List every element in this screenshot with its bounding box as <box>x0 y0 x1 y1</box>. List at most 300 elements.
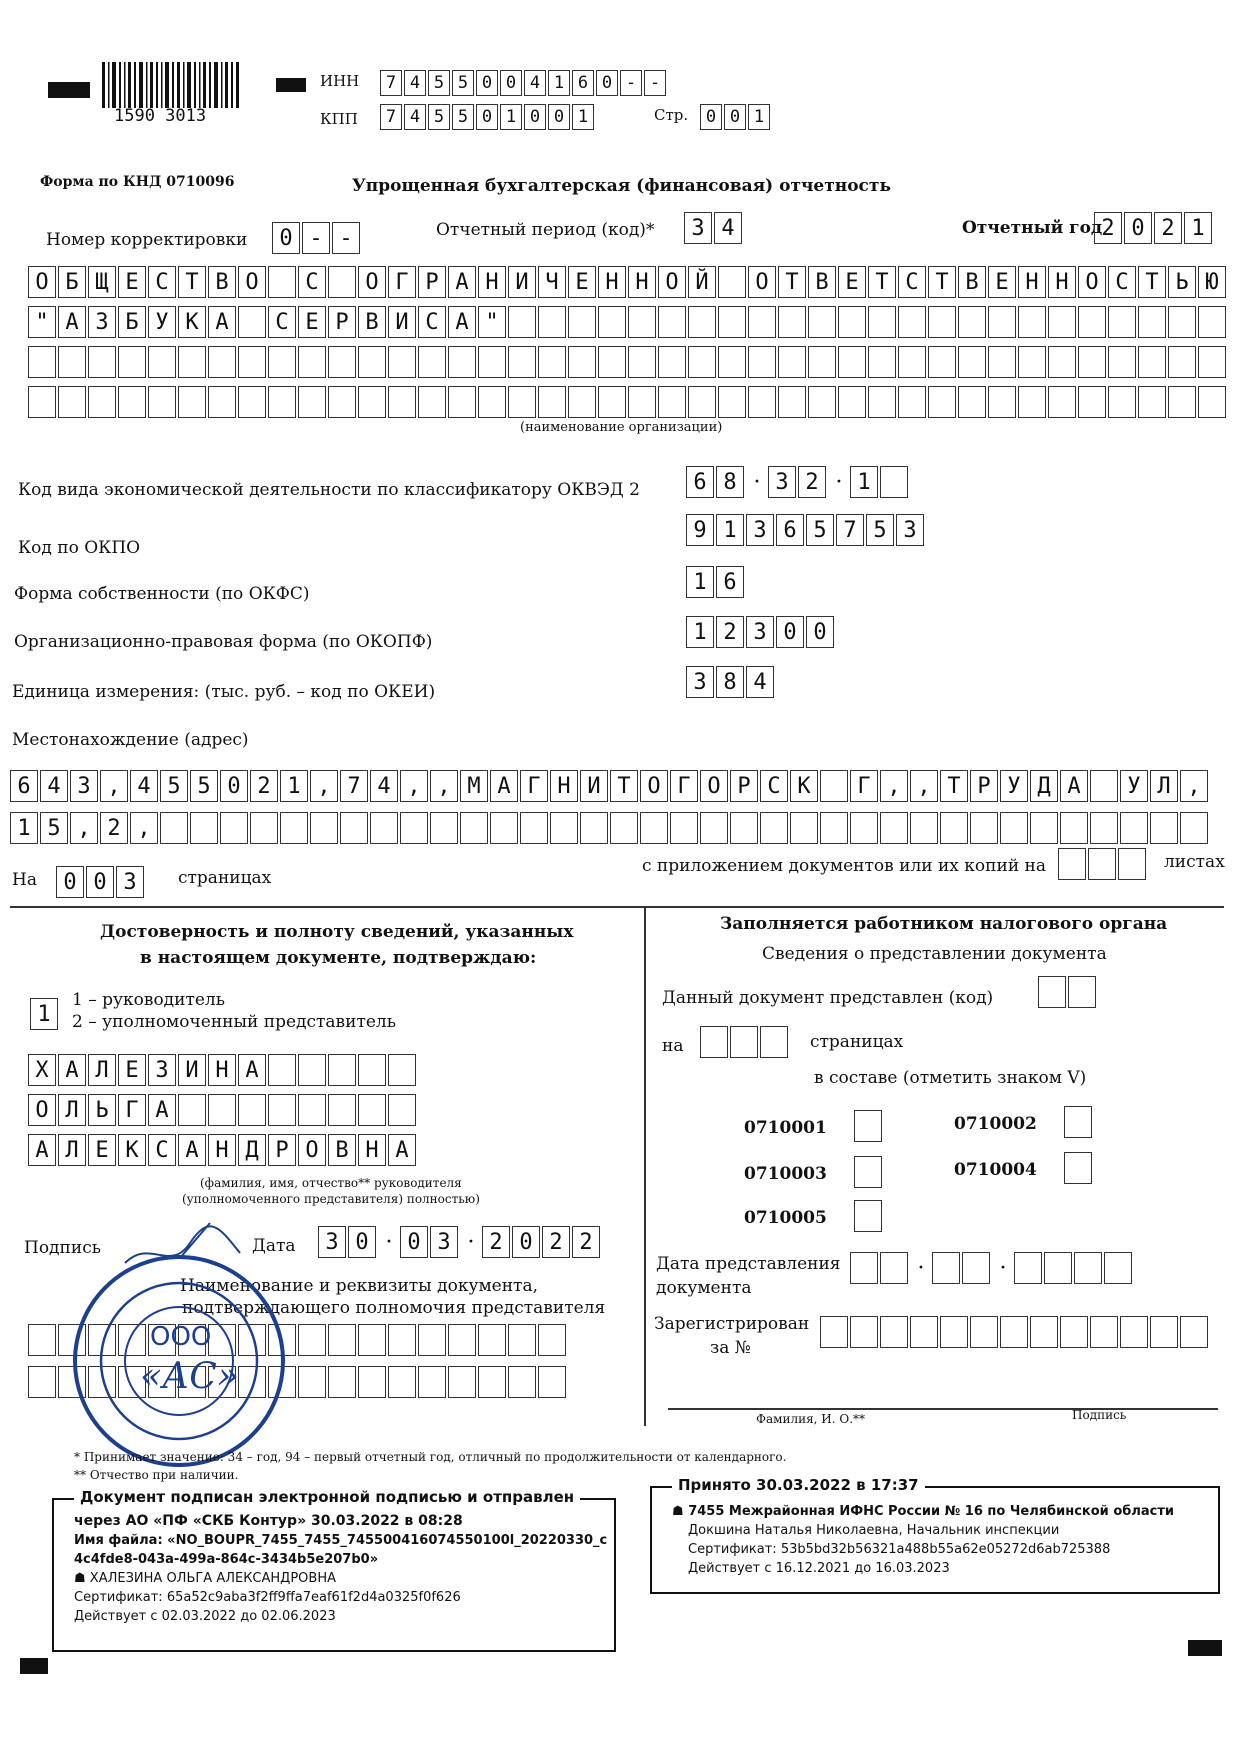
attach-cell[interactable] <box>1088 848 1116 880</box>
address-cell[interactable] <box>1150 812 1178 844</box>
address-cell[interactable]: Л <box>1150 770 1178 802</box>
patronymic-cell[interactable]: К <box>118 1134 146 1166</box>
org-name-cell[interactable] <box>478 346 506 378</box>
registration-cell[interactable] <box>820 1316 848 1348</box>
org-name-cell[interactable] <box>988 306 1016 338</box>
correction-cell[interactable]: - <box>332 222 360 254</box>
org-name-cell[interactable] <box>1018 386 1046 418</box>
address-cell[interactable] <box>1030 812 1058 844</box>
attach-cell[interactable] <box>1118 848 1146 880</box>
address-cell[interactable] <box>700 812 728 844</box>
okpo-cell[interactable]: 3 <box>746 514 774 546</box>
doc-cell[interactable] <box>28 1324 56 1356</box>
org-name-cell[interactable]: С <box>268 306 296 338</box>
kpp-cell[interactable]: 4 <box>404 104 426 130</box>
org-name-cell[interactable] <box>448 346 476 378</box>
org-name-cell[interactable]: " <box>28 306 56 338</box>
org-name-cell[interactable]: Б <box>118 306 146 338</box>
org-name-cell[interactable] <box>688 386 716 418</box>
org-name-cell[interactable] <box>328 386 356 418</box>
address-cell[interactable]: 4 <box>130 770 158 802</box>
org-name-cell[interactable] <box>58 346 86 378</box>
address-cell[interactable]: , <box>70 812 98 844</box>
surname-cell[interactable]: Л <box>88 1054 116 1086</box>
address-cell[interactable]: А <box>1060 770 1088 802</box>
org-name-cell[interactable] <box>958 346 986 378</box>
org-name-cell[interactable]: О <box>238 266 266 298</box>
date-year-cell[interactable]: 2 <box>542 1226 570 1258</box>
inn-cell[interactable]: 4 <box>524 70 546 96</box>
address-cell[interactable] <box>340 812 368 844</box>
sub-month-cell[interactable] <box>932 1252 960 1284</box>
page-cell[interactable]: 1 <box>748 104 770 130</box>
org-name-cell[interactable]: Р <box>418 266 446 298</box>
right-pages-cell[interactable] <box>730 1026 758 1058</box>
address-cell[interactable] <box>640 812 668 844</box>
okpo-cell[interactable]: 7 <box>836 514 864 546</box>
org-name-cell[interactable] <box>1168 346 1196 378</box>
org-name-cell[interactable]: Н <box>598 266 626 298</box>
registration-cell[interactable] <box>1000 1316 1028 1348</box>
registration-cell[interactable] <box>970 1316 998 1348</box>
org-name-cell[interactable] <box>838 306 866 338</box>
address-cell[interactable] <box>760 812 788 844</box>
address-cell[interactable]: Т <box>940 770 968 802</box>
org-name-cell[interactable] <box>928 306 956 338</box>
sub-day-cell[interactable] <box>850 1252 878 1284</box>
inn-cell[interactable]: 0 <box>596 70 618 96</box>
address-cell[interactable] <box>850 812 878 844</box>
org-name-cell[interactable] <box>658 346 686 378</box>
period-cell[interactable]: 4 <box>714 212 742 244</box>
doc-cell[interactable] <box>388 1366 416 1398</box>
doc-cell[interactable] <box>448 1324 476 1356</box>
address-cell[interactable] <box>1120 812 1148 844</box>
address-cell[interactable] <box>880 812 908 844</box>
okpo-cell[interactable]: 3 <box>896 514 924 546</box>
inn-cell[interactable]: 6 <box>572 70 594 96</box>
org-name-cell[interactable] <box>568 306 596 338</box>
inn-cell[interactable]: 1 <box>548 70 570 96</box>
inn-cell[interactable]: - <box>620 70 642 96</box>
org-name-cell[interactable]: О <box>358 266 386 298</box>
firstname-cell[interactable]: Г <box>118 1094 146 1126</box>
org-name-cell[interactable]: И <box>508 266 536 298</box>
org-name-cell[interactable] <box>718 386 746 418</box>
org-name-cell[interactable]: В <box>208 266 236 298</box>
correction-cell[interactable]: 0 <box>272 222 300 254</box>
address-cell[interactable]: , <box>1180 770 1208 802</box>
right-pages-cell[interactable] <box>760 1026 788 1058</box>
org-name-cell[interactable] <box>1168 386 1196 418</box>
address-cell[interactable]: Г <box>670 770 698 802</box>
org-name-cell[interactable]: А <box>448 306 476 338</box>
org-name-cell[interactable] <box>838 346 866 378</box>
address-cell[interactable]: Р <box>970 770 998 802</box>
org-name-cell[interactable] <box>178 346 206 378</box>
okei-cell[interactable]: 8 <box>716 666 744 698</box>
firstname-cell[interactable] <box>178 1094 206 1126</box>
doc-cell[interactable] <box>298 1366 326 1398</box>
address-cell[interactable]: К <box>790 770 818 802</box>
org-name-cell[interactable] <box>508 386 536 418</box>
org-name-cell[interactable]: Т <box>178 266 206 298</box>
org-name-cell[interactable]: С <box>898 266 926 298</box>
org-name-cell[interactable] <box>868 346 896 378</box>
org-name-cell[interactable] <box>1108 306 1136 338</box>
org-name-cell[interactable] <box>628 306 656 338</box>
org-name-cell[interactable]: Н <box>478 266 506 298</box>
org-name-cell[interactable]: Е <box>838 266 866 298</box>
sub-year-cell[interactable] <box>1044 1252 1072 1284</box>
address-cell[interactable]: У <box>1000 770 1028 802</box>
okopf-cell[interactable]: 0 <box>806 616 834 648</box>
org-name-cell[interactable]: О <box>28 266 56 298</box>
surname-cell[interactable]: Х <box>28 1054 56 1086</box>
address-cell[interactable] <box>370 812 398 844</box>
okei-cell[interactable]: 3 <box>686 666 714 698</box>
surname-cell[interactable]: З <box>148 1054 176 1086</box>
okopf-cell[interactable]: 0 <box>776 616 804 648</box>
inn-cell[interactable]: 5 <box>428 70 450 96</box>
inn-cell[interactable]: 0 <box>476 70 498 96</box>
org-name-cell[interactable] <box>778 346 806 378</box>
org-name-cell[interactable] <box>898 346 926 378</box>
okfs-cell[interactable]: 1 <box>686 566 714 598</box>
org-name-cell[interactable] <box>898 306 926 338</box>
org-name-cell[interactable]: Т <box>868 266 896 298</box>
org-name-cell[interactable] <box>718 266 746 298</box>
signer-code-cell[interactable]: 1 <box>30 998 58 1030</box>
address-cell[interactable] <box>790 812 818 844</box>
address-cell[interactable] <box>970 812 998 844</box>
org-name-cell[interactable] <box>628 386 656 418</box>
org-name-cell[interactable] <box>148 346 176 378</box>
okopf-cell[interactable]: 1 <box>686 616 714 648</box>
org-name-cell[interactable] <box>268 346 296 378</box>
org-name-cell[interactable] <box>718 346 746 378</box>
okopf-cell[interactable]: 2 <box>716 616 744 648</box>
address-cell[interactable]: 1 <box>280 770 308 802</box>
org-name-cell[interactable] <box>1138 346 1166 378</box>
org-name-cell[interactable]: Т <box>778 266 806 298</box>
org-name-cell[interactable]: Н <box>628 266 656 298</box>
date-month-cell[interactable]: 3 <box>430 1226 458 1258</box>
org-name-cell[interactable] <box>868 386 896 418</box>
kpp-cell[interactable]: 5 <box>428 104 450 130</box>
org-name-cell[interactable]: Ю <box>1198 266 1226 298</box>
doc-cell[interactable] <box>478 1324 506 1356</box>
inn-cell[interactable]: 4 <box>404 70 426 96</box>
org-name-cell[interactable] <box>58 386 86 418</box>
doc-cell[interactable] <box>478 1366 506 1398</box>
address-cell[interactable]: , <box>430 770 458 802</box>
doc-cell[interactable] <box>298 1324 326 1356</box>
address-cell[interactable] <box>1180 812 1208 844</box>
correction-cell[interactable]: - <box>302 222 330 254</box>
org-name-cell[interactable] <box>748 346 776 378</box>
org-name-cell[interactable] <box>1108 386 1136 418</box>
kpp-cell[interactable]: 0 <box>476 104 498 130</box>
doc-cell[interactable] <box>508 1324 536 1356</box>
org-name-cell[interactable] <box>328 346 356 378</box>
org-name-cell[interactable] <box>28 346 56 378</box>
org-name-cell[interactable]: А <box>448 266 476 298</box>
registration-cell[interactable] <box>1030 1316 1058 1348</box>
org-name-cell[interactable] <box>1048 346 1076 378</box>
address-cell[interactable] <box>580 812 608 844</box>
org-name-cell[interactable]: В <box>358 306 386 338</box>
org-name-cell[interactable]: О <box>748 266 776 298</box>
org-name-cell[interactable]: Н <box>1048 266 1076 298</box>
date-year-cell[interactable]: 0 <box>512 1226 540 1258</box>
org-name-cell[interactable] <box>808 346 836 378</box>
org-name-cell[interactable] <box>1018 306 1046 338</box>
org-name-cell[interactable] <box>358 346 386 378</box>
firstname-cell[interactable] <box>328 1094 356 1126</box>
org-name-cell[interactable] <box>958 386 986 418</box>
org-name-cell[interactable]: У <box>148 306 176 338</box>
address-cell[interactable] <box>730 812 758 844</box>
date-year-cell[interactable]: 2 <box>482 1226 510 1258</box>
address-cell[interactable]: Д <box>1030 770 1058 802</box>
patronymic-cell[interactable]: Н <box>358 1134 386 1166</box>
surname-cell[interactable]: А <box>58 1054 86 1086</box>
inn-cell[interactable]: 7 <box>380 70 402 96</box>
address-cell[interactable]: 4 <box>370 770 398 802</box>
org-name-cell[interactable] <box>688 306 716 338</box>
org-name-cell[interactable]: Е <box>298 306 326 338</box>
surname-cell[interactable] <box>268 1054 296 1086</box>
org-name-cell[interactable]: Б <box>58 266 86 298</box>
registration-cell[interactable] <box>1150 1316 1178 1348</box>
presented-cell[interactable] <box>1068 976 1096 1008</box>
address-cell[interactable]: , <box>400 770 428 802</box>
org-name-cell[interactable] <box>208 386 236 418</box>
org-name-cell[interactable] <box>298 346 326 378</box>
surname-cell[interactable] <box>358 1054 386 1086</box>
org-name-cell[interactable] <box>1018 346 1046 378</box>
address-cell[interactable]: , <box>130 812 158 844</box>
org-name-cell[interactable] <box>658 306 686 338</box>
address-cell[interactable] <box>460 812 488 844</box>
inn-cell[interactable]: - <box>644 70 666 96</box>
org-name-cell[interactable] <box>598 346 626 378</box>
address-cell[interactable] <box>310 812 338 844</box>
okfs-cell[interactable]: 6 <box>716 566 744 598</box>
address-cell[interactable]: 4 <box>40 770 68 802</box>
registration-cell[interactable] <box>1060 1316 1088 1348</box>
kpp-cell[interactable]: 1 <box>572 104 594 130</box>
org-name-cell[interactable] <box>238 306 266 338</box>
doc-cell[interactable] <box>418 1366 446 1398</box>
org-name-cell[interactable]: Р <box>328 306 356 338</box>
org-name-cell[interactable] <box>898 386 926 418</box>
org-name-cell[interactable] <box>238 386 266 418</box>
date-day-cell[interactable]: 3 <box>318 1226 346 1258</box>
address-cell[interactable]: 3 <box>70 770 98 802</box>
patronymic-cell[interactable]: А <box>388 1134 416 1166</box>
org-name-cell[interactable]: Е <box>118 266 146 298</box>
firstname-cell[interactable] <box>388 1094 416 1126</box>
address-cell[interactable]: 6 <box>10 770 38 802</box>
year-cell[interactable]: 0 <box>1124 212 1152 244</box>
registration-cell[interactable] <box>940 1316 968 1348</box>
org-name-cell[interactable] <box>838 386 866 418</box>
surname-cell[interactable] <box>298 1054 326 1086</box>
address-cell[interactable]: 5 <box>190 770 218 802</box>
org-name-cell[interactable] <box>1198 306 1226 338</box>
org-name-cell[interactable] <box>268 266 296 298</box>
address-cell[interactable]: А <box>490 770 518 802</box>
okpo-cell[interactable]: 5 <box>806 514 834 546</box>
address-cell[interactable]: С <box>760 770 788 802</box>
form-0710005-checkbox[interactable] <box>854 1200 882 1232</box>
address-cell[interactable]: О <box>640 770 668 802</box>
org-name-cell[interactable]: К <box>178 306 206 338</box>
inn-cell[interactable]: 5 <box>452 70 474 96</box>
okpo-cell[interactable]: 1 <box>716 514 744 546</box>
form-0710004-checkbox[interactable] <box>1064 1152 1092 1184</box>
org-name-cell[interactable] <box>748 306 776 338</box>
registration-cell[interactable] <box>1120 1316 1148 1348</box>
address-cell[interactable] <box>1090 770 1118 802</box>
okpo-cell[interactable]: 9 <box>686 514 714 546</box>
address-cell[interactable]: Т <box>610 770 638 802</box>
surname-cell[interactable]: И <box>178 1054 206 1086</box>
address-cell[interactable] <box>400 812 428 844</box>
org-name-cell[interactable] <box>418 346 446 378</box>
org-name-cell[interactable]: Г <box>388 266 416 298</box>
firstname-cell[interactable] <box>358 1094 386 1126</box>
org-name-cell[interactable] <box>328 266 356 298</box>
patronymic-cell[interactable]: В <box>328 1134 356 1166</box>
kpp-cell[interactable]: 7 <box>380 104 402 130</box>
address-cell[interactable] <box>1000 812 1028 844</box>
org-name-cell[interactable] <box>448 386 476 418</box>
address-cell[interactable] <box>820 770 848 802</box>
org-name-cell[interactable]: Н <box>1018 266 1046 298</box>
address-cell[interactable]: Р <box>730 770 758 802</box>
org-name-cell[interactable]: Щ <box>88 266 116 298</box>
doc-cell[interactable] <box>328 1324 356 1356</box>
form-0710001-checkbox[interactable] <box>854 1110 882 1142</box>
registration-cell[interactable] <box>850 1316 878 1348</box>
org-name-cell[interactable] <box>358 386 386 418</box>
doc-cell[interactable] <box>328 1366 356 1398</box>
org-name-cell[interactable] <box>1108 346 1136 378</box>
org-name-cell[interactable]: Ь <box>1168 266 1196 298</box>
org-name-cell[interactable] <box>928 346 956 378</box>
patronymic-cell[interactable]: А <box>178 1134 206 1166</box>
page-cell[interactable]: 0 <box>724 104 746 130</box>
org-name-cell[interactable]: О <box>658 266 686 298</box>
org-name-cell[interactable] <box>538 346 566 378</box>
org-name-cell[interactable] <box>388 386 416 418</box>
address-cell[interactable]: , <box>880 770 908 802</box>
date-year-cell[interactable]: 2 <box>572 1226 600 1258</box>
org-name-cell[interactable] <box>568 386 596 418</box>
sub-month-cell[interactable] <box>962 1252 990 1284</box>
address-cell[interactable]: , <box>910 770 938 802</box>
org-name-cell[interactable] <box>508 346 536 378</box>
kpp-cell[interactable]: 5 <box>452 104 474 130</box>
doc-cell[interactable] <box>388 1324 416 1356</box>
org-name-cell[interactable]: О <box>1078 266 1106 298</box>
surname-cell[interactable] <box>328 1054 356 1086</box>
doc-cell[interactable] <box>508 1366 536 1398</box>
address-cell[interactable] <box>250 812 278 844</box>
attach-cell[interactable] <box>1058 848 1086 880</box>
org-name-cell[interactable] <box>1198 386 1226 418</box>
org-name-cell[interactable] <box>568 346 596 378</box>
firstname-cell[interactable] <box>208 1094 236 1126</box>
address-cell[interactable]: Г <box>520 770 548 802</box>
date-month-cell[interactable]: 0 <box>400 1226 428 1258</box>
kpp-cell[interactable]: 0 <box>548 104 570 130</box>
org-name-cell[interactable] <box>118 346 146 378</box>
okpo-cell[interactable]: 5 <box>866 514 894 546</box>
org-name-cell[interactable] <box>1138 306 1166 338</box>
org-name-cell[interactable] <box>508 306 536 338</box>
date-day-cell[interactable]: 0 <box>348 1226 376 1258</box>
org-name-cell[interactable] <box>778 306 806 338</box>
kpp-cell[interactable]: 0 <box>524 104 546 130</box>
year-cell[interactable]: 2 <box>1154 212 1182 244</box>
address-cell[interactable] <box>550 812 578 844</box>
address-cell[interactable]: Г <box>850 770 878 802</box>
period-cell[interactable]: 3 <box>684 212 712 244</box>
okved-cell[interactable]: 1 <box>850 466 878 498</box>
org-name-cell[interactable] <box>808 386 836 418</box>
org-name-cell[interactable] <box>208 346 236 378</box>
patronymic-cell[interactable]: А <box>28 1134 56 1166</box>
org-name-cell[interactable] <box>688 346 716 378</box>
org-name-cell[interactable] <box>928 386 956 418</box>
address-cell[interactable] <box>670 812 698 844</box>
org-name-cell[interactable] <box>118 386 146 418</box>
address-cell[interactable]: 1 <box>10 812 38 844</box>
doc-cell[interactable] <box>448 1366 476 1398</box>
org-name-cell[interactable]: И <box>388 306 416 338</box>
org-name-cell[interactable] <box>748 386 776 418</box>
firstname-cell[interactable]: Л <box>58 1094 86 1126</box>
org-name-cell[interactable] <box>88 346 116 378</box>
address-cell[interactable] <box>910 812 938 844</box>
surname-cell[interactable]: Н <box>208 1054 236 1086</box>
firstname-cell[interactable]: А <box>148 1094 176 1126</box>
inn-cell[interactable]: 0 <box>500 70 522 96</box>
org-name-cell[interactable] <box>1078 346 1106 378</box>
org-name-cell[interactable]: Й <box>688 266 716 298</box>
org-name-cell[interactable] <box>1138 386 1166 418</box>
firstname-cell[interactable] <box>268 1094 296 1126</box>
okved-cell[interactable]: 6 <box>686 466 714 498</box>
org-name-cell[interactable]: " <box>478 306 506 338</box>
org-name-cell[interactable] <box>598 386 626 418</box>
firstname-cell[interactable] <box>298 1094 326 1126</box>
address-cell[interactable]: , <box>100 770 128 802</box>
right-pages-cell[interactable] <box>700 1026 728 1058</box>
address-cell[interactable] <box>1060 812 1088 844</box>
org-name-cell[interactable] <box>1198 346 1226 378</box>
org-name-cell[interactable]: Т <box>1138 266 1166 298</box>
address-cell[interactable] <box>220 812 248 844</box>
registration-cell[interactable] <box>910 1316 938 1348</box>
org-name-cell[interactable]: Е <box>568 266 596 298</box>
org-name-cell[interactable] <box>1078 306 1106 338</box>
address-cell[interactable] <box>280 812 308 844</box>
